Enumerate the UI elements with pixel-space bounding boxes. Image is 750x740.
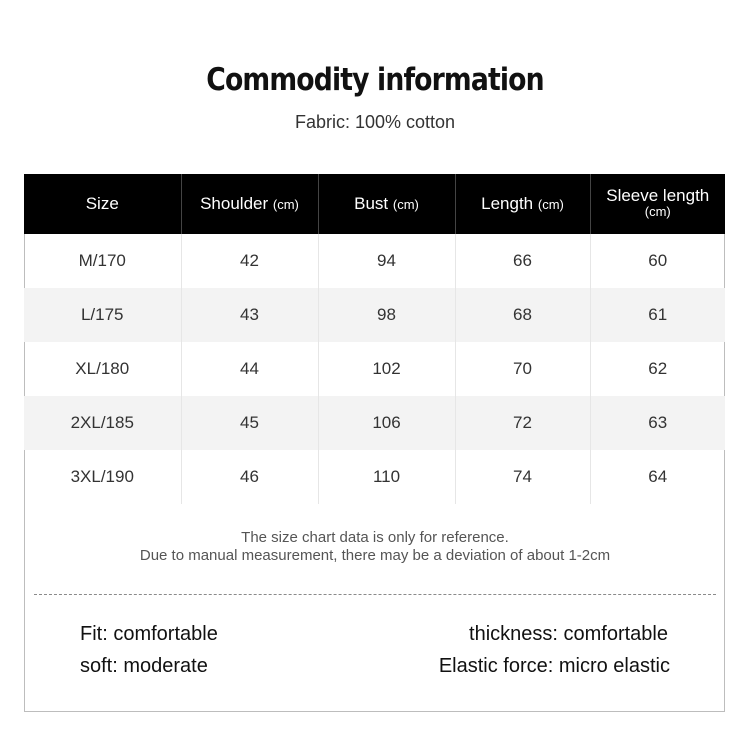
size-cell: XL/180	[75, 359, 130, 378]
reference-note	[0, 529, 750, 565]
shoulder-cell: 46	[181, 450, 318, 504]
bust-cell: 110	[318, 450, 455, 504]
dashed-divider	[34, 594, 716, 595]
size-cell: 3XL/190	[70, 467, 134, 486]
column-header-size: Size	[24, 174, 181, 234]
bust-cell: 98	[318, 288, 455, 342]
length-cell: 66	[455, 234, 590, 288]
size-cell: 2XL/185	[24, 396, 181, 450]
length-cell: 72	[455, 396, 590, 450]
sleeve-length-cell: 60	[590, 234, 725, 288]
soft-attribute: soft: moderate	[80, 655, 208, 677]
column-header-bust: Bust (cm)	[318, 174, 455, 234]
sleeve-length-cell: 64	[590, 450, 725, 504]
table-row	[24, 288, 725, 342]
bust-cell: 106	[318, 396, 455, 450]
shoulder-cell: 42	[181, 234, 318, 288]
table-header-row	[24, 174, 725, 234]
length-cell: 70	[455, 342, 590, 396]
table-row	[24, 342, 725, 396]
table-row	[24, 396, 725, 450]
bust-cell: 102	[318, 342, 455, 396]
column-header-shoulder: Shoulder (cm)	[181, 174, 318, 234]
length-cell: 74	[455, 450, 590, 504]
sleeve-length-cell: 62	[590, 342, 725, 396]
length-cell: 68	[455, 288, 590, 342]
table-row	[24, 450, 725, 504]
size-cell: M/170	[78, 251, 126, 270]
column-header-length: Length (cm)	[455, 174, 590, 234]
column-header-sleeve-length: Sleeve length (cm)	[590, 174, 725, 234]
elastic-attribute: Elastic force: micro elastic	[438, 655, 670, 677]
measurement-note-line: Due to manual measurement, there may be a deviation of about 1-2cm	[139, 547, 611, 564]
fit-attribute: Fit: comfortable	[80, 623, 218, 645]
shoulder-cell: 44	[181, 342, 318, 396]
size-chart-table	[24, 174, 725, 504]
bust-cell: 94	[318, 234, 455, 288]
page-title: Commodity information	[206, 62, 544, 98]
sleeve-length-cell: 63	[590, 396, 725, 450]
size-cell: L/175	[24, 288, 181, 342]
thickness-attribute: thickness: comfortable	[469, 623, 668, 645]
fabric-info: Fabric: 100% cotton	[294, 112, 456, 132]
reference-note-line: The size chart data is only for reference.	[241, 529, 509, 546]
shoulder-cell: 43	[181, 288, 318, 342]
table-row	[24, 234, 725, 288]
shoulder-cell: 45	[181, 396, 318, 450]
sleeve-length-cell: 61	[590, 288, 725, 342]
